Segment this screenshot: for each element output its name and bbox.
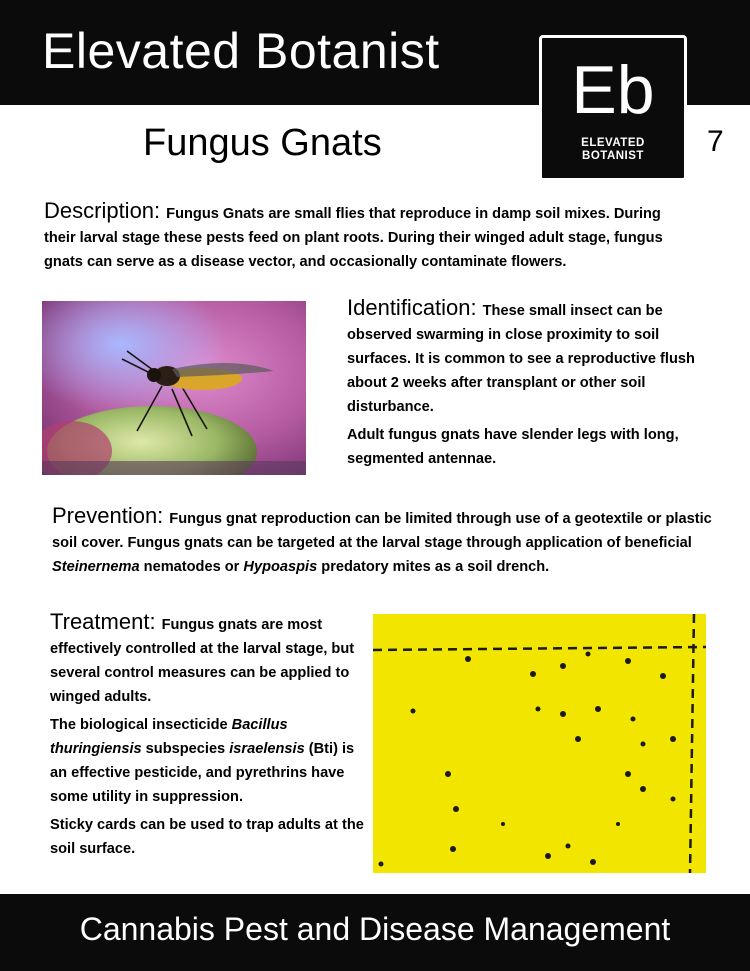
footer-band (0, 894, 750, 971)
treatment-p2-text-2: subspecies (141, 741, 230, 757)
prevention-text-2: nematodes or (139, 559, 244, 575)
treatment-p2-italic-israelensis: israelensis (229, 741, 305, 757)
identification-section (347, 296, 697, 475)
treatment-p2-text-1: The biological insecticide (50, 717, 232, 733)
fungus-gnat-photo (42, 301, 306, 475)
treatment-paragraph-2 (50, 713, 365, 809)
description-section (44, 199, 694, 278)
page-number: 7 (707, 125, 724, 158)
prevention-heading: Prevention: (52, 503, 164, 528)
prevention-section (52, 504, 712, 583)
sticky-card-photo (373, 614, 706, 873)
footer-title: Cannabis Pest and Disease Management (79, 911, 671, 947)
treatment-p2-italic-bt: Bacillus thuringiensis (50, 717, 288, 757)
logo-caption-line1: ELEVATED (581, 137, 645, 149)
description-heading: Description: (44, 198, 161, 223)
treatment-section (50, 610, 365, 865)
description-text: Fungus Gnats are small flies that reproduce in damp soil mixes. During their larval stage these pests feed on plant roots. During their winged adult stage, fungus gnats can serve as a disease vector, and occasionally contaminate flowers. (44, 206, 663, 270)
brand-title: Elevated Botanist (42, 23, 440, 79)
treatment-p2-text-3: (Bti) is an effective pesticide, and pyrethrins have some utility in suppression. (50, 741, 355, 805)
treatment-paragraph-1: Fungus gnats are most effectively controlled at the larval stage, but several control measures can be applied to winged adults. (50, 617, 355, 705)
logo-symbol: Eb (571, 52, 655, 128)
prevention-italic-steinernema: Steinernema (52, 559, 140, 575)
identification-paragraph-2: Adult fungus gnats have slender legs with long, segmented antennae. (347, 427, 679, 467)
logo-caption (542, 137, 684, 163)
logo-caption-line2: BOTANIST (582, 150, 644, 162)
page-title: Fungus Gnats (143, 122, 382, 164)
treatment-paragraph-3: Sticky cards can be used to trap adults at the soil surface. (50, 817, 364, 857)
identification-paragraph-1: These small insect can be observed swarming in close proximity to soil surfaces. It is common to see a reproductive flush about 2 weeks after transplant or other soil disturbance. (347, 303, 695, 415)
brand-logo (539, 35, 687, 181)
identification-heading: Identification: (347, 295, 477, 320)
treatment-heading: Treatment: (50, 609, 156, 634)
prevention-italic-hypoaspis: Hypoaspis (243, 559, 318, 575)
prevention-text-1: Fungus gnat reproduction can be limited through use of a geotextile or plastic soil cover. Fungus gnats can be targeted at the larval stage through application of beneficial (52, 511, 712, 551)
prevention-text-3: predatory mites as a soil drench. (317, 559, 550, 575)
